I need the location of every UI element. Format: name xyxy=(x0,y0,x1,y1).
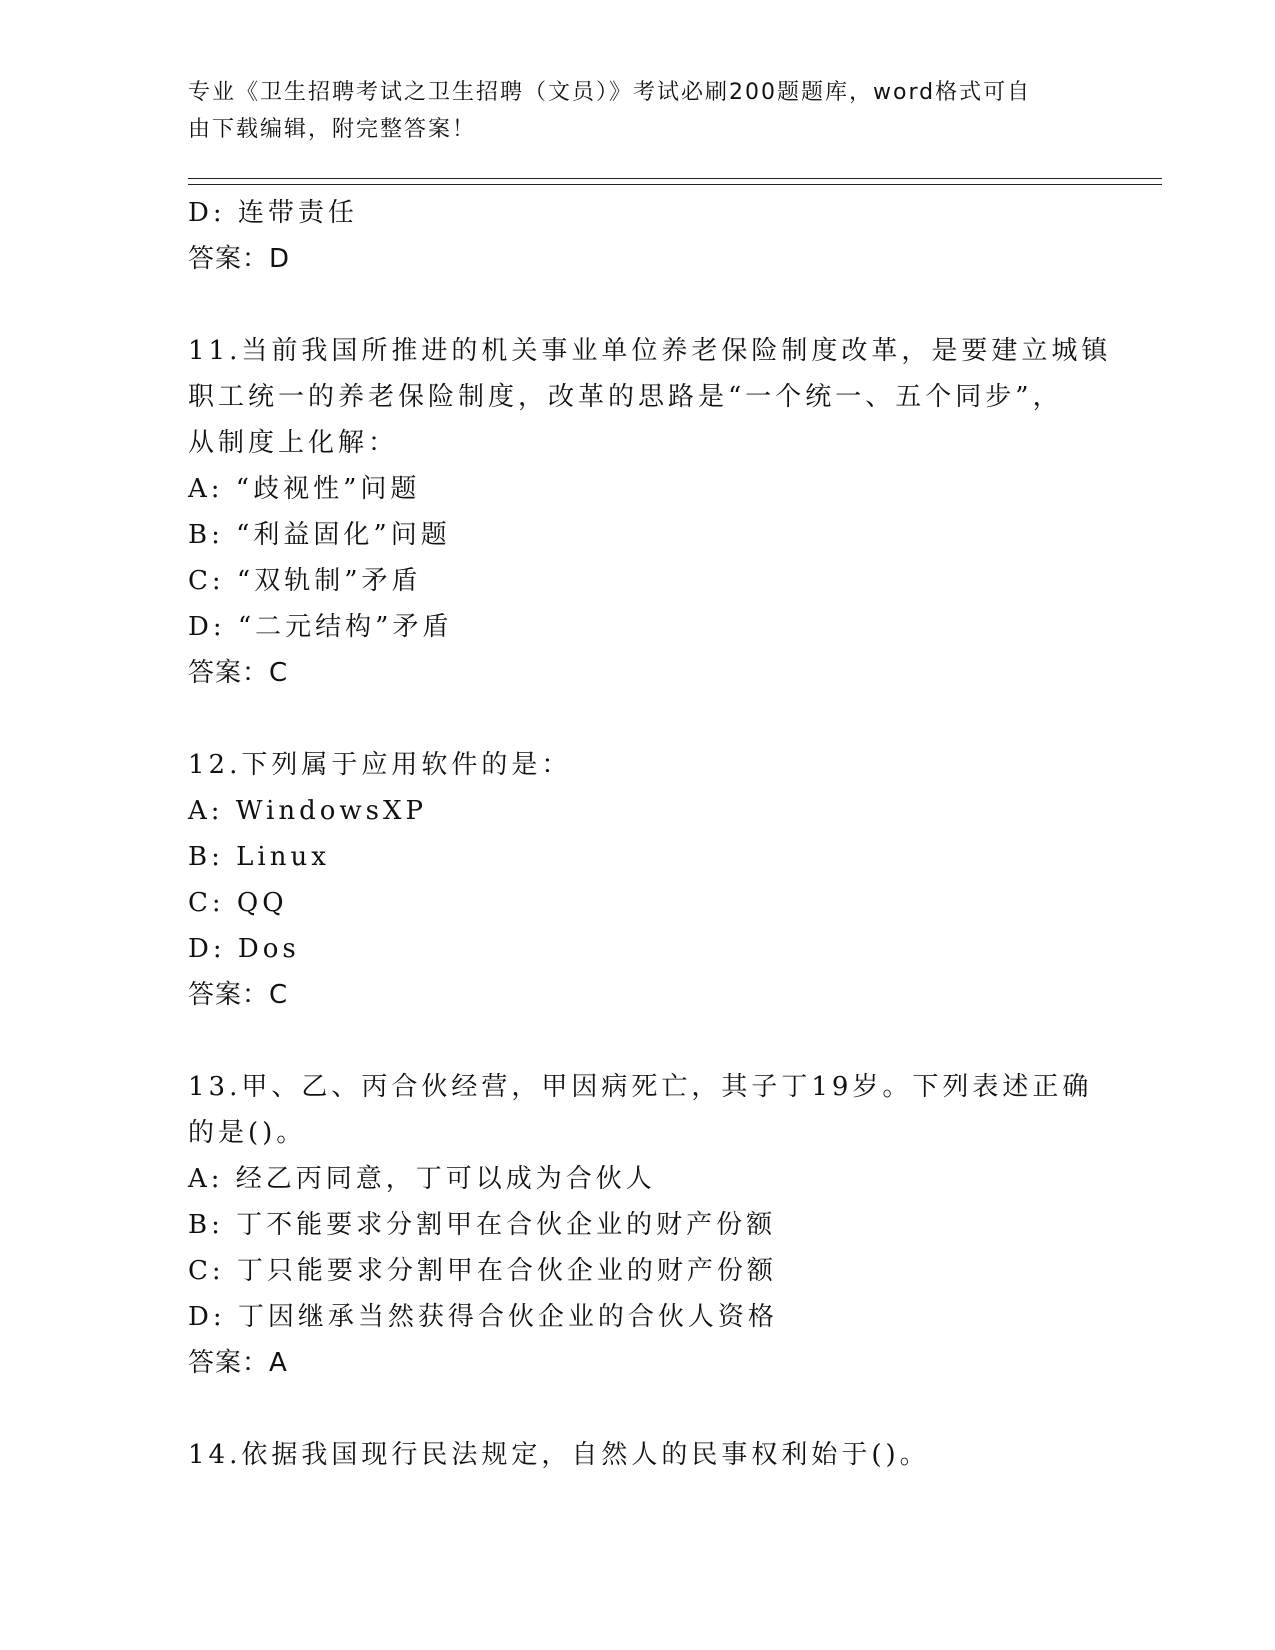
option-c: C: QQ xyxy=(188,888,288,918)
question-14 xyxy=(188,1432,1088,1478)
option-b: B: “利益固化”问题 xyxy=(188,520,451,550)
spacer xyxy=(188,282,1088,328)
header-divider xyxy=(188,178,1162,185)
header-line-2: 由下载编辑，附完整答案！ xyxy=(188,117,477,142)
option-d: D: 丁因继承当然获得合伙企业的合伙人资格 xyxy=(188,1302,778,1332)
question-stem: 14.依据我国现行民法规定，自然人的民事权利始于()。 xyxy=(188,1440,930,1470)
option-d: D: “二元结构”矛盾 xyxy=(188,612,453,642)
answer: 答案：A xyxy=(188,1348,288,1378)
question-stem: 13.甲、乙、丙合伙经营，甲因病死亡，其子丁19岁。下列表述正确 xyxy=(188,1072,1093,1102)
option-b: B: Linux xyxy=(188,842,330,872)
option-d: D: Dos xyxy=(188,934,300,964)
question-stem: 的是()。 xyxy=(188,1118,307,1148)
question-12 xyxy=(188,742,1088,1018)
page-header xyxy=(188,74,1068,148)
answer: 答案：C xyxy=(188,980,289,1010)
header-line-1: 专业《卫生招聘考试之卫生招聘（文员）》考试必刷200题题库，word格式可自 xyxy=(188,80,1032,105)
option-d: D: 连带责任 xyxy=(188,198,358,228)
question-stem: 11.当前我国所推进的机关事业单位养老保险制度改革，是要建立城镇 xyxy=(188,336,1112,366)
option-c: C: “双轨制”矛盾 xyxy=(188,566,422,596)
option-b: B: 丁不能要求分割甲在合伙企业的财产份额 xyxy=(188,1210,777,1240)
question-stem: 12.下列属于应用软件的是： xyxy=(188,750,572,780)
spacer xyxy=(188,1386,1088,1432)
answer: 答案：C xyxy=(188,658,289,688)
question-11 xyxy=(188,328,1112,696)
option-a: A: “歧视性”问题 xyxy=(188,474,421,504)
spacer xyxy=(188,1018,1088,1064)
answer: 答案：D xyxy=(188,244,291,274)
option-a: A: WindowsXP xyxy=(188,796,428,826)
spacer xyxy=(188,696,1088,742)
question-13 xyxy=(188,1064,1093,1386)
option-c: C: 丁只能要求分割甲在合伙企业的财产份额 xyxy=(188,1256,777,1286)
question-stem: 从制度上化解： xyxy=(188,428,399,458)
option-a: A: 经乙丙同意，丁可以成为合伙人 xyxy=(188,1164,656,1194)
question-10-tail xyxy=(188,190,1088,282)
document-body xyxy=(188,190,1112,1478)
question-stem: 职工统一的养老保险制度，改革的思路是“一个统一、五个同步”， xyxy=(188,382,1063,412)
